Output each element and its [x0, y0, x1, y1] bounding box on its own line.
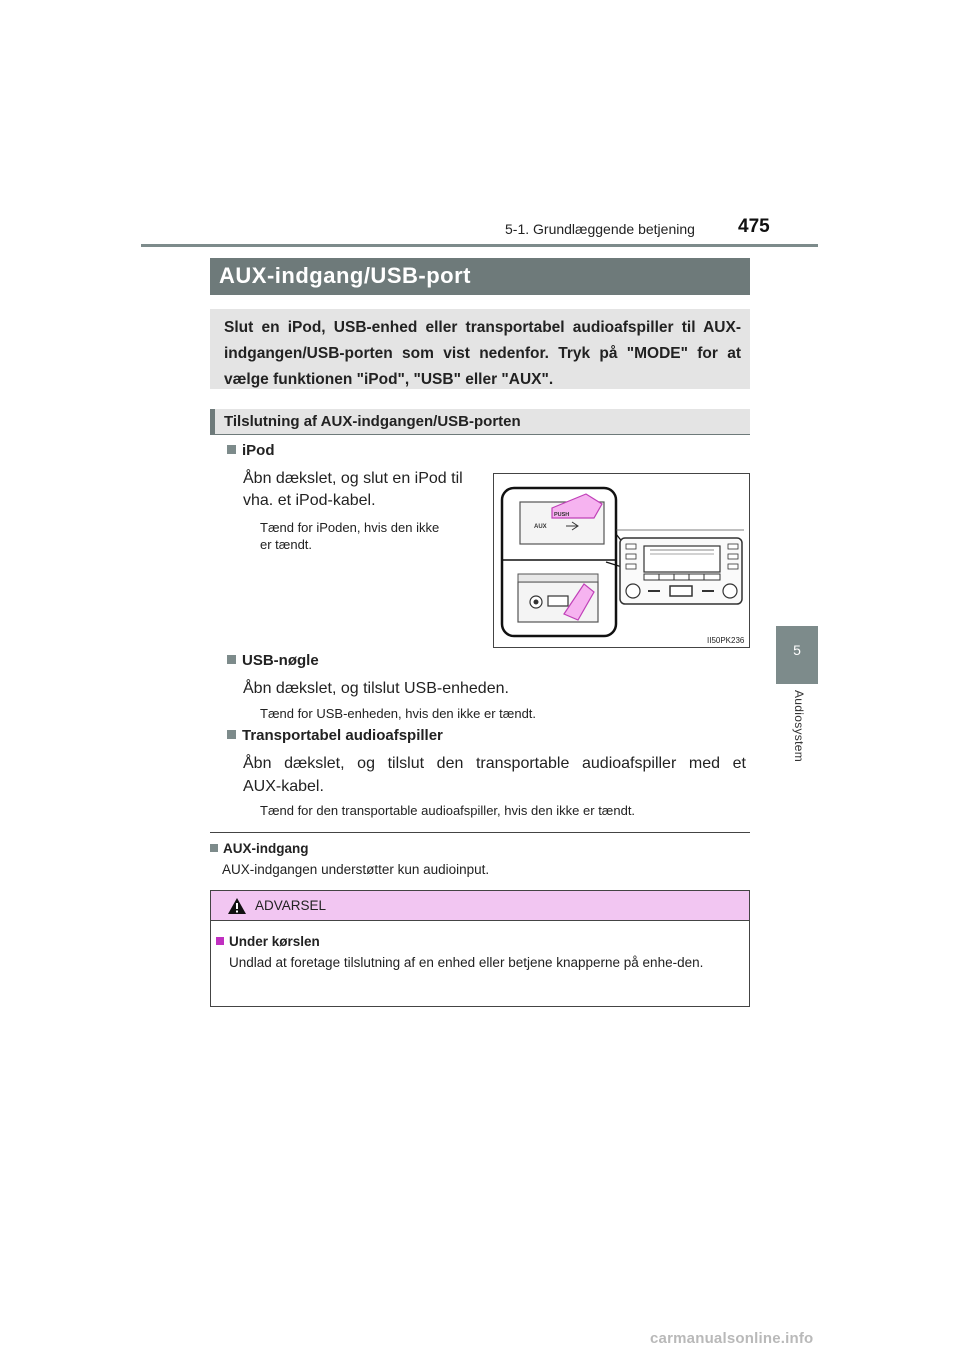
- section-subheader: [210, 409, 750, 435]
- chapter-label: Audiosystem: [792, 690, 806, 762]
- header-divider: [141, 244, 818, 247]
- chapter-number: 5: [793, 642, 801, 658]
- usb-port-icon: [548, 596, 568, 606]
- bullet-square-icon: [227, 445, 236, 454]
- aux-text: AUX-indgangen understøtter kun audioinput.: [222, 862, 490, 877]
- watermark: carmanualsonline.info: [650, 1330, 814, 1347]
- warning-title: ADVARSEL: [255, 898, 327, 913]
- item-note-ipod-line2: er tændt.: [260, 537, 313, 552]
- item-text-portable-line2: AUX-kabel.: [243, 778, 324, 795]
- item-text-usb: Åbn dækslet, og tilslut USB-enheden.: [243, 680, 509, 697]
- bullet-square-icon: [227, 730, 236, 739]
- illustration-code: II50PK236: [707, 636, 745, 645]
- item-note-ipod-line1: Tænd for iPoden, hvis den ikke: [260, 520, 440, 535]
- item-text-ipod-line1: Åbn dækslet, og slut en iPod til: [243, 470, 463, 487]
- page-title: AUX-indgang/USB-port: [210, 258, 750, 295]
- warning-triangle-icon: [227, 897, 247, 915]
- item-note-portable: Tænd for den transportable audioafspiller, hvis den ikke er tændt.: [260, 803, 636, 818]
- bullet-square-icon: [227, 655, 236, 664]
- item-heading-portable: Transportabel audioafspiller: [227, 727, 443, 744]
- bullet-square-icon: [210, 844, 218, 852]
- item-text-ipod-line2: vha. et iPod-kabel.: [243, 492, 376, 509]
- item-heading-ipod: iPod: [227, 442, 275, 459]
- aux-label: AUX: [534, 524, 547, 530]
- aux-heading: AUX-indgang: [210, 841, 309, 856]
- push-label: PUSH: [554, 512, 570, 518]
- bullet-square-icon: [216, 937, 224, 945]
- item-text-portable-line1: Åbn dækslet, og tilslut den transportable audioafspiller med et: [243, 755, 746, 772]
- audio-unit-diagram: [494, 474, 749, 647]
- warning-text: Undlad at foretage tilslutning af en enhed eller betjene knapperne på enhe-den.: [229, 955, 704, 970]
- subheader-text: Tilslutning af AUX-indgangen/USB-porten: [224, 413, 521, 430]
- page-number: 475: [738, 216, 770, 237]
- intro-paragraph: Slut en iPod, USB-enhed eller transportabel audioafspiller til AUX-indgangen/USB-porten som vist nedenfor. Tryk på "MODE" for at vælge funktionen "iPod", "USB" eller "AUX".: [210, 309, 750, 389]
- warning-box: [210, 890, 750, 1007]
- subheader-accent-bar: [210, 409, 215, 435]
- section-title: 5-1. Grundlæggende betjening: [505, 221, 695, 237]
- chapter-tab[interactable]: [776, 626, 818, 684]
- warning-header: [211, 891, 749, 921]
- item-note-usb: Tænd for USB-enheden, hvis den ikke er tændt.: [260, 706, 537, 721]
- warning-subheading: Under kørslen: [216, 934, 320, 949]
- connection-illustration: [493, 473, 750, 648]
- section-divider: [210, 832, 750, 833]
- item-heading-usb: USB-nøgle: [227, 652, 319, 669]
